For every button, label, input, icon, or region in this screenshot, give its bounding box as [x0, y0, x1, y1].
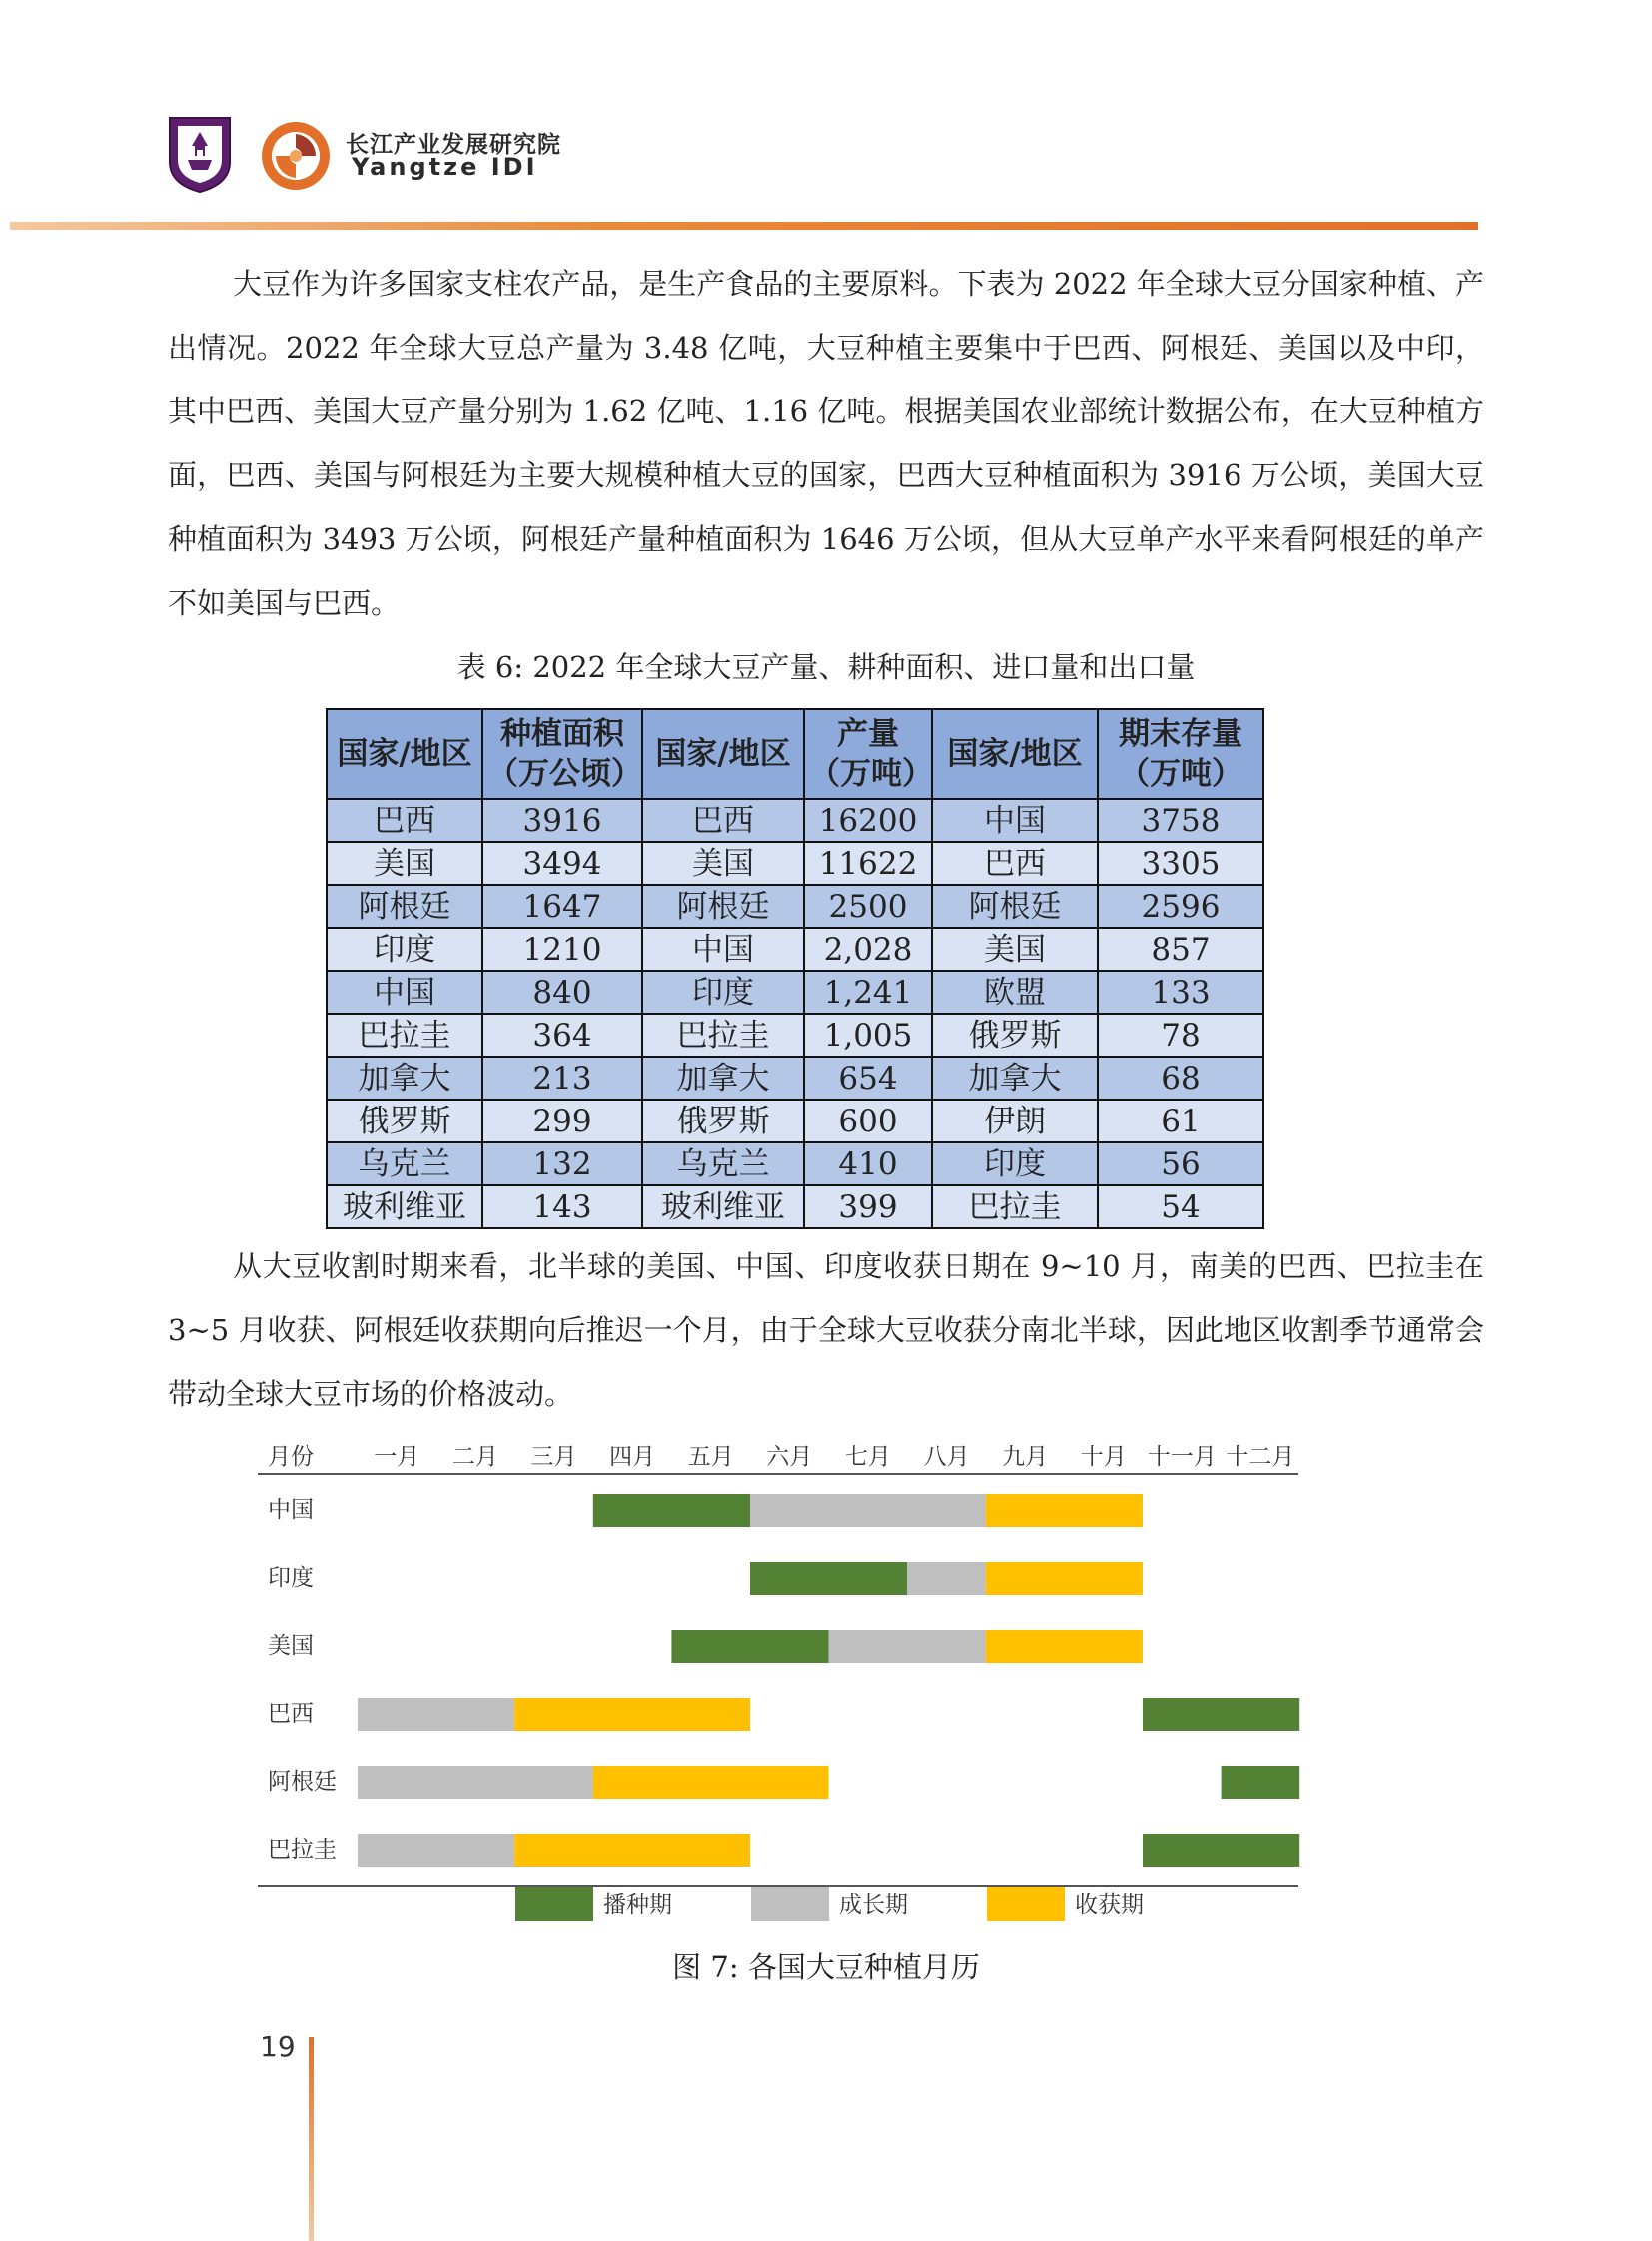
- cell-country-2: 美国: [642, 842, 804, 885]
- cell-planting-area: 840: [482, 971, 642, 1014]
- cell-ending-stock: 3305: [1098, 842, 1263, 885]
- harvest-phase-bar: [986, 1494, 1143, 1527]
- header-country-1: 国家/地区: [327, 709, 482, 799]
- growing-legend-label: 成长期: [839, 1892, 908, 1918]
- table-row: [327, 799, 1263, 842]
- figure-caption: 图 7: 各国大豆种植月历: [672, 1950, 980, 1984]
- table-row: [327, 928, 1263, 971]
- month-label: 五月: [687, 1444, 734, 1470]
- cell-country-2: 乌克兰: [642, 1142, 804, 1185]
- cell-production: 399: [804, 1185, 932, 1228]
- cell-planting-area: 3916: [482, 799, 642, 842]
- sowing-legend-label: 播种期: [603, 1892, 672, 1918]
- university-crest-logo: [168, 116, 232, 194]
- sowing-phase-bar: [1143, 1834, 1299, 1867]
- harvest-paragraph: 从大豆收割时期来看，北半球的美国、中国、印度收获日期在 9~10 月，南美的巴西、巴拉圭在 3~5 月收获、阿根廷收获期向后推迟一个月，由于全球大豆收获分南北半球，因此地区收割季节通常会带动全球大豆市场的价格波动。: [168, 1249, 1484, 1411]
- harvest-phase-bar: [986, 1562, 1143, 1595]
- sowing-phase-bar: [1222, 1766, 1300, 1799]
- month-label: 十一月: [1147, 1444, 1217, 1470]
- header-country-3: 国家/地区: [932, 709, 1098, 799]
- sowing-phase-bar: [750, 1562, 907, 1595]
- table-row: [327, 1142, 1263, 1185]
- cell-country-3: 美国: [932, 928, 1098, 971]
- cell-country-2: 巴西: [642, 799, 804, 842]
- month-label: 六月: [766, 1444, 813, 1470]
- harvest-phase-bar: [986, 1630, 1143, 1663]
- growing-phase-bar: [907, 1562, 986, 1595]
- cell-ending-stock: 68: [1098, 1057, 1263, 1100]
- month-label: 一月: [374, 1444, 420, 1470]
- growing-legend-swatch: [751, 1887, 829, 1921]
- cell-country-3: 俄罗斯: [932, 1014, 1098, 1057]
- growing-phase-bar: [750, 1494, 986, 1527]
- cell-country-3: 欧盟: [932, 971, 1098, 1014]
- cell-country-3: 加拿大: [932, 1057, 1098, 1100]
- cell-ending-stock: 3758: [1098, 799, 1263, 842]
- cell-planting-area: 1647: [482, 885, 642, 928]
- month-label: 四月: [609, 1444, 656, 1470]
- header-country-2: 国家/地区: [642, 709, 804, 799]
- cell-production: 11622: [804, 842, 932, 885]
- harvest-legend-swatch: [987, 1887, 1065, 1921]
- cell-country-3: 巴拉圭: [932, 1185, 1098, 1228]
- country-label: 阿根廷: [268, 1769, 337, 1795]
- cell-country-1: 俄罗斯: [327, 1100, 482, 1142]
- header-ending-stock: 期末存量（万吨）: [1098, 709, 1263, 799]
- cell-country-3: 中国: [932, 799, 1098, 842]
- growing-phase-bar: [829, 1630, 986, 1663]
- institute-name-cn: 长江产业发展研究院: [346, 132, 561, 158]
- table-row: [327, 842, 1263, 885]
- cell-ending-stock: 133: [1098, 971, 1263, 1014]
- cell-planting-area: 299: [482, 1100, 642, 1142]
- month-label: 二月: [451, 1444, 498, 1470]
- cell-production: 1,005: [804, 1014, 932, 1057]
- cell-country-1: 中国: [327, 971, 482, 1014]
- cell-country-1: 玻利维亚: [327, 1185, 482, 1228]
- cell-country-1: 美国: [327, 842, 482, 885]
- table-row: [327, 1185, 1263, 1228]
- harvest-phase-bar: [593, 1766, 829, 1799]
- cell-country-1: 巴西: [327, 799, 482, 842]
- institute-name-en: Yangtze IDI: [352, 153, 538, 181]
- month-label: 十二月: [1226, 1444, 1295, 1470]
- cell-country-1: 加拿大: [327, 1057, 482, 1100]
- table-row: [327, 971, 1263, 1014]
- country-label: 印度: [268, 1565, 314, 1591]
- cell-country-2: 中国: [642, 928, 804, 971]
- cell-ending-stock: 2596: [1098, 885, 1263, 928]
- cell-production: 2500: [804, 885, 932, 928]
- table-row: [327, 885, 1263, 928]
- country-label: 美国: [268, 1633, 314, 1659]
- month-label: 三月: [530, 1444, 577, 1470]
- harvest-phase-bar: [514, 1834, 750, 1867]
- header-production: 产量（万吨）: [804, 709, 932, 799]
- cell-country-1: 乌克兰: [327, 1142, 482, 1185]
- sowing-phase-bar: [593, 1494, 750, 1527]
- month-label: 八月: [923, 1444, 970, 1470]
- cell-production: 410: [804, 1142, 932, 1185]
- cell-country-3: 印度: [932, 1142, 1098, 1185]
- page-header: [0, 0, 1652, 232]
- chart-axis-label: 月份: [268, 1444, 314, 1470]
- cell-planting-area: 132: [482, 1142, 642, 1185]
- cell-production: 654: [804, 1057, 932, 1100]
- intro-paragraph: 大豆作为许多国家支柱农产品，是生产食品的主要原料。下表为 2022 年全球大豆分国家种植、产出情况。2022 年全球大豆总产量为 3.48 亿吨，大豆种植主要集中于巴西、阿根廷、美国以及中印，其中巴西、美国大豆产量分别为 1.62 亿吨、1.16 亿吨。根据美国农业部统计数据公布，在大豆种植方面，巴西、美国与阿根廷为主要大规模种植大豆的国家，巴西大豆种植面积为 3916 万公顷，美国大豆种植面积为 3493 万公顷，阿根廷产量种植面积为 1646 万公顷，但从大豆单产水平来看阿根廷的单产不如美国与巴西。: [168, 267, 1484, 620]
- cell-planting-area: 1210: [482, 928, 642, 971]
- cell-country-2: 玻利维亚: [642, 1185, 804, 1228]
- harvest-phase-bar: [514, 1698, 750, 1731]
- institute-logo: [258, 118, 334, 194]
- cell-production: 16200: [804, 799, 932, 842]
- cell-planting-area: 143: [482, 1185, 642, 1228]
- country-label: 中国: [268, 1497, 314, 1523]
- harvest-legend-label: 收获期: [1075, 1892, 1144, 1918]
- country-label: 巴西: [268, 1701, 314, 1727]
- cell-country-2: 加拿大: [642, 1057, 804, 1100]
- growing-phase-bar: [358, 1698, 514, 1731]
- page-number: 19: [260, 2030, 296, 2063]
- month-label: 十月: [1080, 1444, 1127, 1470]
- table-row: [327, 1057, 1263, 1100]
- table-row: [327, 1014, 1263, 1057]
- cell-ending-stock: 56: [1098, 1142, 1263, 1185]
- cell-country-3: 阿根廷: [932, 885, 1098, 928]
- month-label: 七月: [844, 1444, 891, 1470]
- cell-country-2: 俄罗斯: [642, 1100, 804, 1142]
- cell-ending-stock: 61: [1098, 1100, 1263, 1142]
- table-row: [327, 1100, 1263, 1142]
- cell-production: 1,241: [804, 971, 932, 1014]
- cell-ending-stock: 78: [1098, 1014, 1263, 1057]
- table-header-row: [327, 709, 1263, 799]
- cell-production: 600: [804, 1100, 932, 1142]
- growing-phase-bar: [358, 1834, 514, 1867]
- header-planting-area: 种植面积（万公顷）: [482, 709, 642, 799]
- month-label: 九月: [1002, 1444, 1049, 1470]
- country-label: 巴拉圭: [268, 1837, 337, 1863]
- sowing-phase-bar: [671, 1630, 828, 1663]
- cell-country-2: 阿根廷: [642, 885, 804, 928]
- cell-ending-stock: 857: [1098, 928, 1263, 971]
- sowing-legend-swatch: [515, 1887, 593, 1921]
- cell-planting-area: 3494: [482, 842, 642, 885]
- table-body: [327, 799, 1263, 1228]
- cell-country-1: 巴拉圭: [327, 1014, 482, 1057]
- cell-production: 2,028: [804, 928, 932, 971]
- cell-planting-area: 364: [482, 1014, 642, 1057]
- cell-country-1: 印度: [327, 928, 482, 971]
- soybean-data-table: [326, 708, 1264, 1229]
- footer-accent-bar: [309, 2037, 314, 2241]
- cell-country-2: 巴拉圭: [642, 1014, 804, 1057]
- cell-ending-stock: 54: [1098, 1185, 1263, 1228]
- cell-country-3: 伊朗: [932, 1100, 1098, 1142]
- cell-planting-area: 213: [482, 1057, 642, 1100]
- cell-country-1: 阿根廷: [327, 885, 482, 928]
- cell-country-3: 巴西: [932, 842, 1098, 885]
- table-caption: 表 6: 2022 年全球大豆产量、耕种面积、进口量和出口量: [456, 650, 1196, 684]
- growing-phase-bar: [358, 1766, 593, 1799]
- cell-country-2: 印度: [642, 971, 804, 1014]
- header-divider: [10, 222, 1478, 230]
- sowing-phase-bar: [1143, 1698, 1299, 1731]
